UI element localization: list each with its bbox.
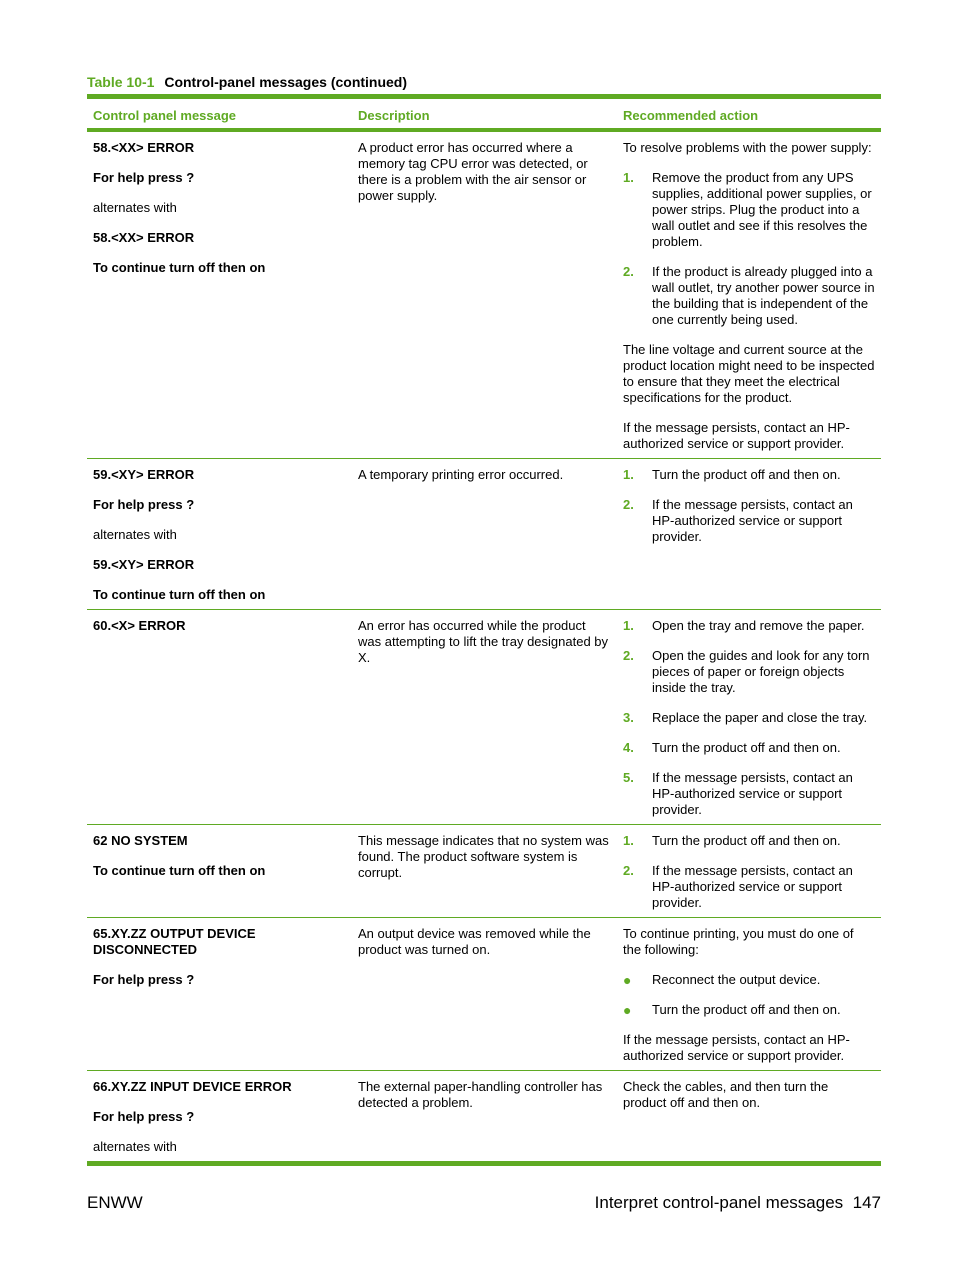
action-intro: To resolve problems with the power supply: <box>623 140 872 155</box>
table-body <box>87 132 881 1161</box>
action-cell <box>617 1071 881 1161</box>
message-line: 65.XY.ZZ OUTPUT DEVICE DISCONNECTED <box>93 926 256 957</box>
action-intro: Check the cables, and then turn the product off and then on. <box>623 1079 829 1110</box>
table-caption <box>87 74 407 90</box>
step-text: Open the guides and look for any torn pieces of paper or foreign objects inside the tray. <box>652 648 870 695</box>
description-cell <box>352 132 617 458</box>
action-cell <box>617 825 881 917</box>
action-list-item <box>623 497 875 545</box>
message-line: To continue turn off then on <box>93 587 266 602</box>
table-row <box>87 1071 881 1161</box>
step-number: 1. <box>623 467 634 482</box>
step-text: Turn the product off and then on. <box>652 833 841 848</box>
message-line: For help press ? <box>93 1109 195 1124</box>
action-list-item <box>623 170 875 250</box>
step-text: Reconnect the output device. <box>652 972 821 987</box>
table-row <box>87 610 881 825</box>
step-number: 3. <box>623 710 634 725</box>
step-number: 2. <box>623 497 634 512</box>
message-cell <box>87 1071 352 1161</box>
step-number: 2. <box>623 648 634 663</box>
action-cell <box>617 610 881 824</box>
table-row <box>87 918 881 1071</box>
table-row <box>87 132 881 459</box>
step-text: Replace the paper and close the tray. <box>652 710 868 725</box>
message-cell <box>87 825 352 917</box>
footer-section-title: Interpret control-panel messages <box>594 1193 844 1212</box>
step-number: 2. <box>623 264 634 279</box>
table-number: Table 10-1 <box>87 74 155 90</box>
bullet-marker: ● <box>623 972 632 988</box>
step-number: 5. <box>623 770 634 785</box>
message-line: alternates with <box>93 527 177 542</box>
description-text: A temporary printing error occurred. <box>358 467 564 482</box>
description-cell <box>352 1071 617 1161</box>
action-cell <box>617 132 881 458</box>
table-title: Control-panel messages (continued) <box>164 74 408 90</box>
description-text: An error has occurred while the product was attempting to lift the tray designated by X. <box>358 618 609 665</box>
action-list-item <box>623 833 875 849</box>
action-list-item <box>623 972 875 988</box>
footer-right <box>595 1193 881 1213</box>
action-list-item <box>623 264 875 328</box>
header-description: Description <box>358 108 430 123</box>
action-intro: To continue printing, you must do one of the following: <box>623 926 854 957</box>
action-list-item <box>623 648 875 696</box>
description-text: A product error has occurred where a memory tag CPU error was detected, or there is a problem with the air sensor or power supply. <box>358 140 588 203</box>
message-line: 66.XY.ZZ INPUT DEVICE ERROR <box>93 1079 292 1094</box>
message-cell <box>87 459 352 609</box>
message-cell <box>87 610 352 824</box>
action-list-item <box>623 1002 875 1018</box>
message-line: 58.<XX> ERROR <box>93 140 195 155</box>
header-message: Control panel message <box>93 108 237 123</box>
message-line: 59.<XY> ERROR <box>93 557 195 572</box>
table-row <box>87 459 881 610</box>
step-text: Open the tray and remove the paper. <box>652 618 865 633</box>
action-list-item <box>623 467 875 483</box>
action-note: The line voltage and current source at the product location might need to be inspected to ensure that they meet the electrical specifications for the product. <box>623 342 875 405</box>
action-cell <box>617 459 881 609</box>
action-note: If the message persists, contact an HP-authorized service or support provider. <box>623 420 850 451</box>
step-number: 4. <box>623 740 634 755</box>
step-text: If the message persists, contact an HP-authorized service or support provider. <box>652 497 853 544</box>
message-cell <box>87 918 352 1070</box>
step-number: 1. <box>623 170 634 185</box>
message-line: For help press ? <box>93 170 195 185</box>
footer-left: ENWW <box>87 1193 143 1212</box>
message-line: To continue turn off then on <box>93 260 266 275</box>
message-line: For help press ? <box>93 497 195 512</box>
description-text: An output device was removed while the product was turned on. <box>358 926 591 957</box>
step-number: 1. <box>623 618 634 633</box>
description-text: This message indicates that no system was found. The product software system is corrupt. <box>358 833 609 880</box>
bullet-marker: ● <box>623 1002 632 1018</box>
message-line: 59.<XY> ERROR <box>93 467 195 482</box>
message-line: alternates with <box>93 200 177 215</box>
action-cell <box>617 918 881 1070</box>
header-action: Recommended action <box>623 108 759 123</box>
step-text: If the message persists, contact an HP-authorized service or support provider. <box>652 863 853 910</box>
message-cell <box>87 132 352 458</box>
message-line: For help press ? <box>93 972 195 987</box>
step-text: If the product is already plugged into a wall outlet, try another power source in the building that is independent of the one currently being used. <box>652 264 875 327</box>
table-row <box>87 825 881 918</box>
step-text: If the message persists, contact an HP-authorized service or support provider. <box>652 770 853 817</box>
message-line: 58.<XX> ERROR <box>93 230 195 245</box>
description-cell <box>352 459 617 609</box>
step-number: 1. <box>623 833 634 848</box>
table-header <box>87 99 881 132</box>
action-list-item <box>623 863 875 911</box>
action-list-item <box>623 740 875 756</box>
description-cell <box>352 610 617 824</box>
message-line: 62 NO SYSTEM <box>93 833 188 848</box>
action-note: If the message persists, contact an HP-authorized service or support provider. <box>623 1032 850 1063</box>
action-list-item <box>623 710 875 726</box>
description-cell <box>352 825 617 917</box>
step-text: Turn the product off and then on. <box>652 740 841 755</box>
step-text: Turn the product off and then on. <box>652 1002 841 1017</box>
action-list-item <box>623 770 875 818</box>
message-line: 60.<X> ERROR <box>93 618 186 633</box>
description-text: The external paper-handling controller has detected a problem. <box>358 1079 603 1110</box>
message-line: alternates with <box>93 1139 177 1154</box>
step-number: 2. <box>623 863 634 878</box>
step-text: Remove the product from any UPS supplies, additional power supplies, or power strips. Plug the product into a wall outlet and see if this resolves the problem. <box>652 170 872 249</box>
page-number: 147 <box>852 1193 881 1212</box>
message-line: To continue turn off then on <box>93 863 266 878</box>
description-cell <box>352 918 617 1070</box>
control-panel-messages-table <box>87 94 881 1166</box>
step-text: Turn the product off and then on. <box>652 467 841 482</box>
action-list-item <box>623 618 875 634</box>
